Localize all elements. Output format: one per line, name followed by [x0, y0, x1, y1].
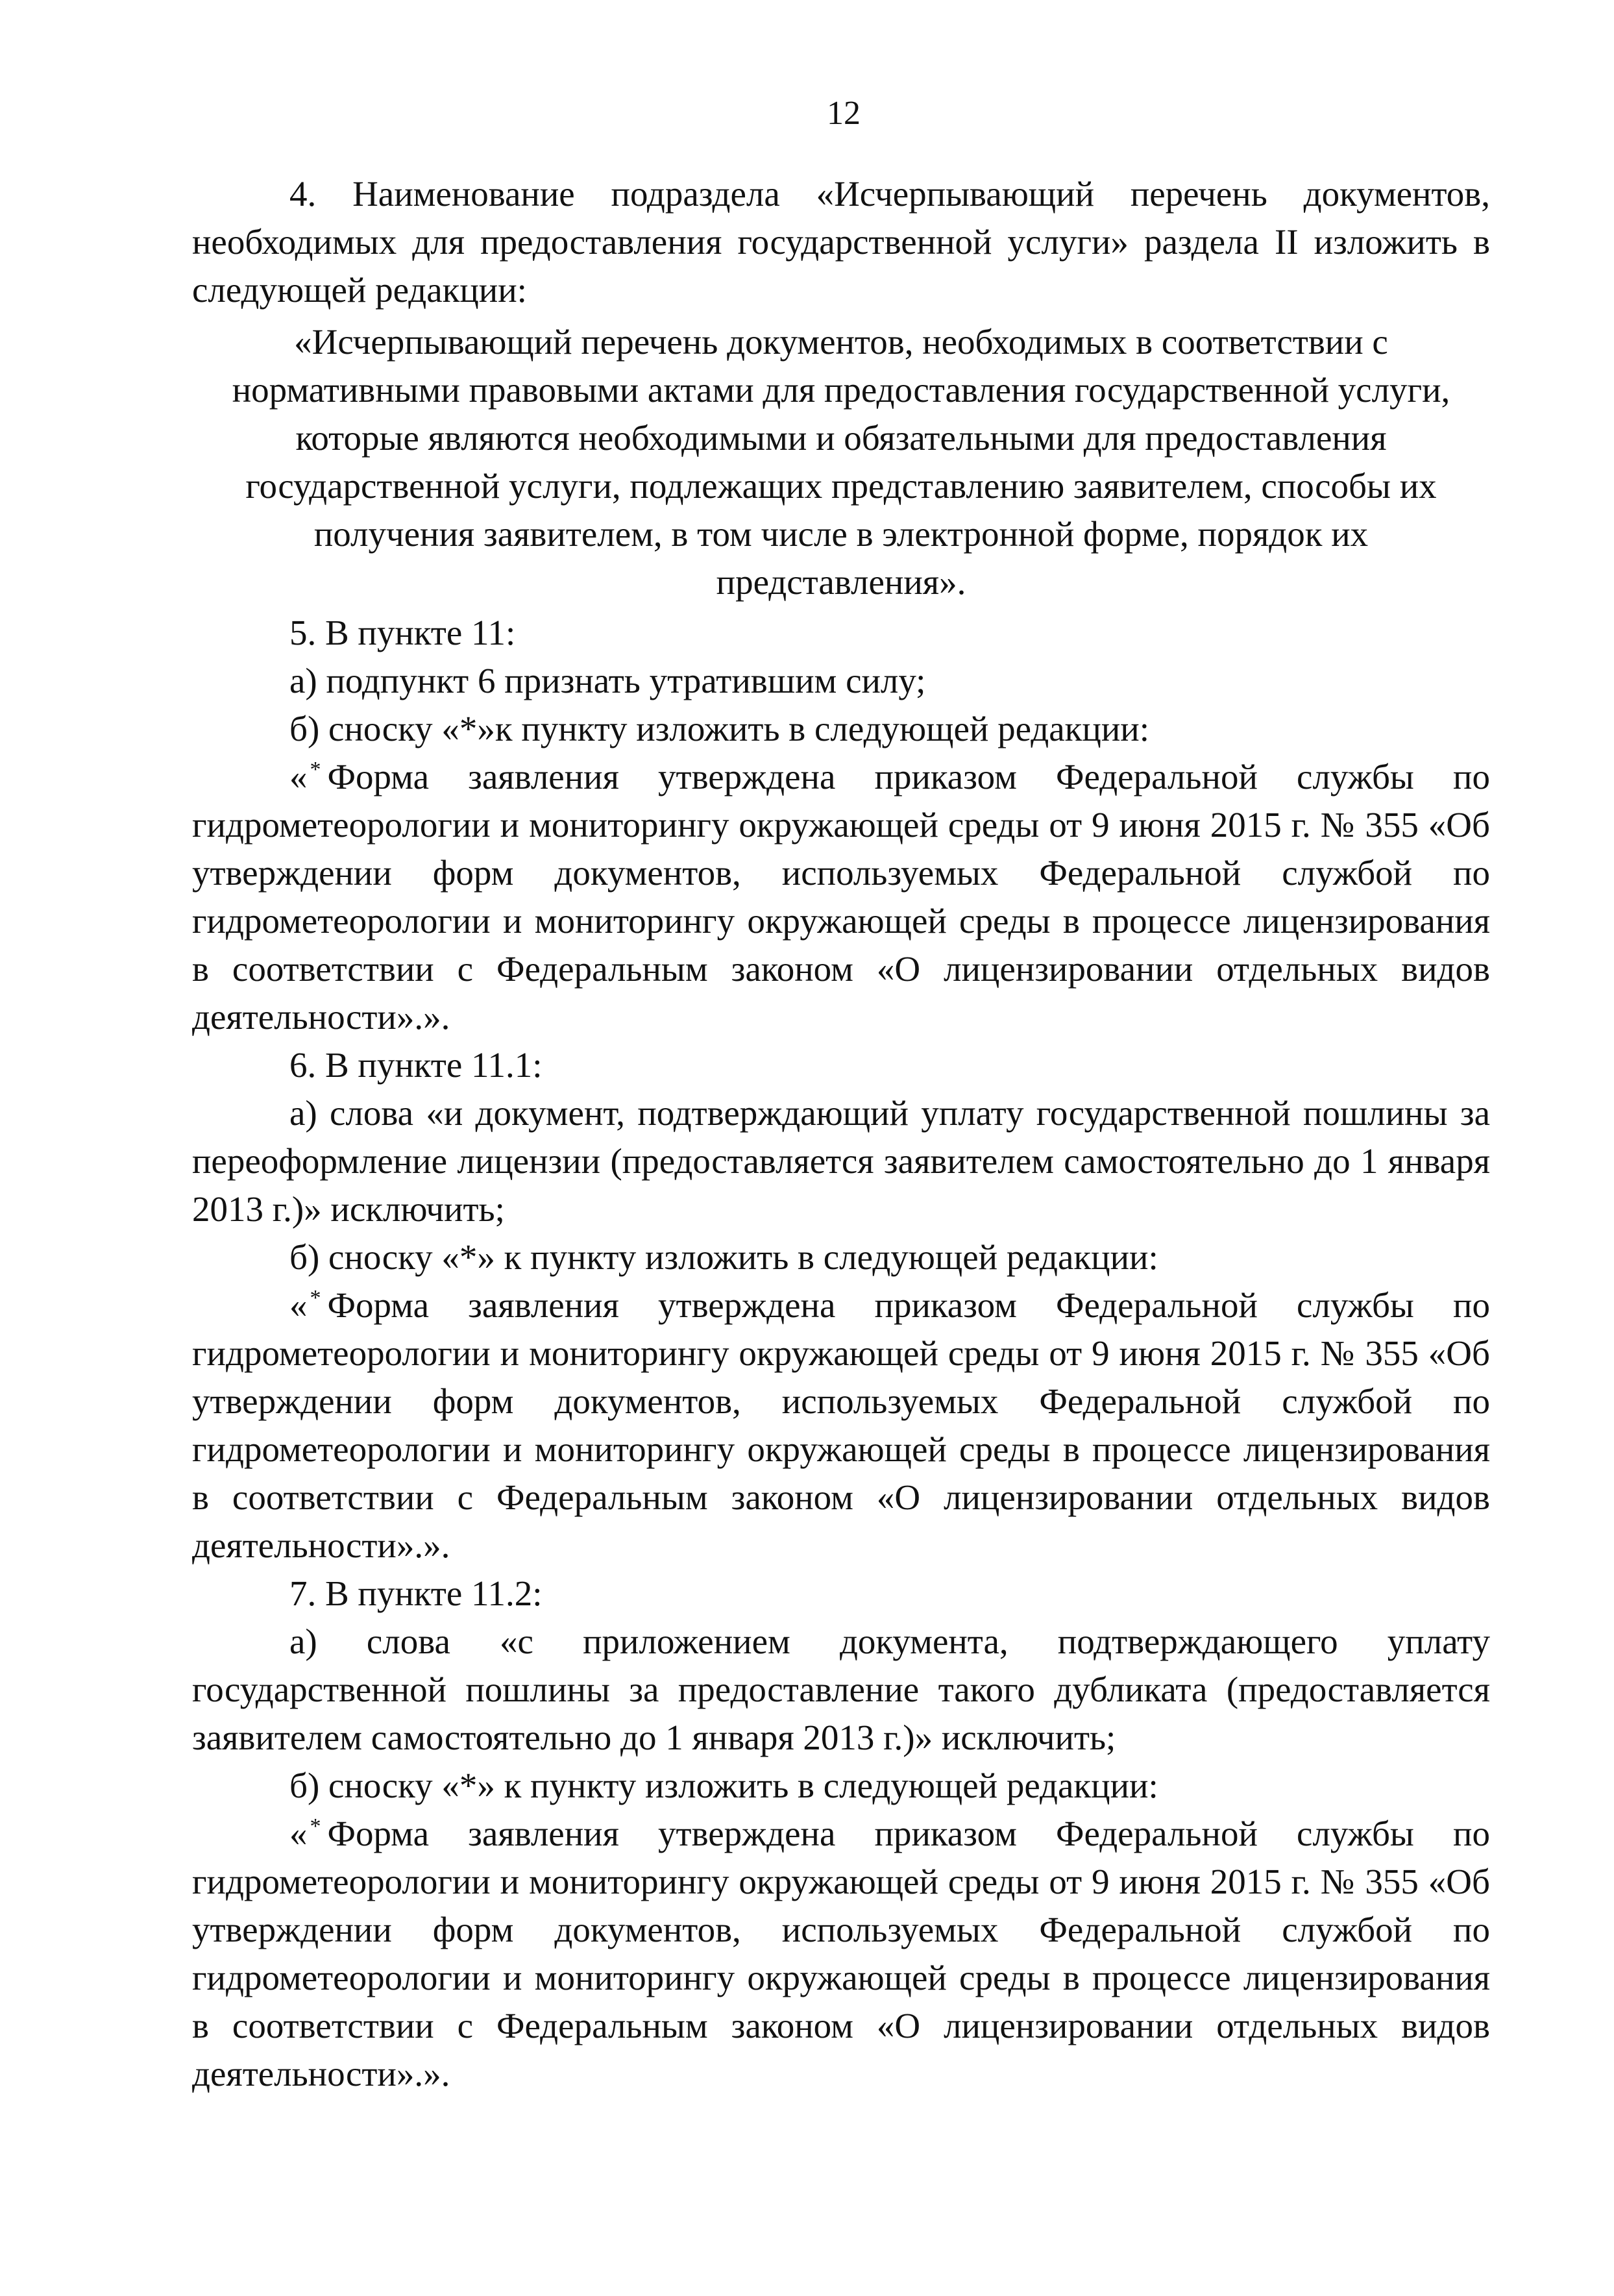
- item-6-subitem-b: б) сноску «*» к пункту изложить в следующей редакции:: [289, 1237, 1158, 1277]
- item-6-footnote: [192, 1281, 1490, 1570]
- item-4-heading: «Исчерпывающий перечень документов, необходимых в соответствии с нормативными правовыми актами для предоставления государственной услуги, которые являются необходимыми и обязательными для предоставления государственной услуги, подлежащих представлению заявителем, способы их получения заявителем, в том числе в электронной форме, порядок их представления».: [232, 322, 1450, 602]
- item-5-title: 5. В пункте 11:: [289, 613, 516, 652]
- footnote-asterisk: *: [310, 757, 321, 782]
- footnote-text: Форма заявления утверждена приказом Федеральной службы по гидрометеорологии и мониторингу окружающей среды от 9 июня 2015 г. № 355 «Об утверждении форм документов, используемых Федеральной службой по гидрометеорологии и мониторингу окружающей среды в процессе лицензирования в соответствии с Федеральным законом «О лицензировании отдельных видов деятельности».».: [192, 1285, 1490, 1565]
- item-6-subitem-a: а) слова «и документ, подтверждающий уплату государственной пошлины за переоформление лицензии (предоставляется заявителем самостоятельно до 1 января 2013 г.)» исключить;: [192, 1093, 1490, 1229]
- footnote-text: Форма заявления утверждена приказом Федеральной службы по гидрометеорологии и мониторингу окружающей среды от 9 июня 2015 г. № 355 «Об утверждении форм документов, используемых Федеральной службой по гидрометеорологии и мониторингу окружающей среды в процессе лицензирования в соответствии с Федеральным законом «О лицензировании отдельных видов деятельности».».: [192, 1814, 1490, 2093]
- footnote-open-quote: «: [289, 1814, 308, 1853]
- footnote-open-quote: «: [289, 757, 308, 796]
- document-body: [192, 170, 1490, 2098]
- item-5-footnote: [192, 753, 1490, 1041]
- item-7-footnote: [192, 1810, 1490, 2098]
- item-6-title: 6. В пункте 11.1:: [289, 1045, 543, 1085]
- footnote-asterisk: *: [310, 1285, 321, 1310]
- footnote-text: Форма заявления утверждена приказом Федеральной службы по гидрометеорологии и мониторингу окружающей среды от 9 июня 2015 г. № 355 «Об утверждении форм документов, используемых Федеральной службой по гидрометеорологии и мониторингу окружающей среды в процессе лицензирования в соответствии с Федеральным законом «О лицензировании отдельных видов деятельности».».: [192, 757, 1490, 1037]
- footnote-asterisk: *: [310, 1814, 321, 1838]
- item-7-subitem-a: а) слова «с приложением документа, подтверждающего уплату государственной пошлины за предоставление такого дубликата (предоставляется заявителем самостоятельно до 1 января 2013 г.)» исключить;: [192, 1622, 1490, 1757]
- item-5-subitem-b: б) сноску «*»к пункту изложить в следующей редакции:: [289, 709, 1149, 748]
- page-number: 12: [827, 95, 861, 132]
- item-7-subitem-b: б) сноску «*» к пункту изложить в следующей редакции:: [289, 1766, 1158, 1805]
- footnote-open-quote: «: [289, 1285, 308, 1325]
- item-4-intro: 4. Наименование подраздела «Исчерпывающий перечень документов, необходимых для предоставления государственной услуги» раздела II изложить в следующей редакции:: [192, 174, 1490, 310]
- item-7-title: 7. В пункте 11.2:: [289, 1574, 543, 1613]
- item-5-subitem-a: а) подпункт 6 признать утратившим силу;: [289, 661, 926, 700]
